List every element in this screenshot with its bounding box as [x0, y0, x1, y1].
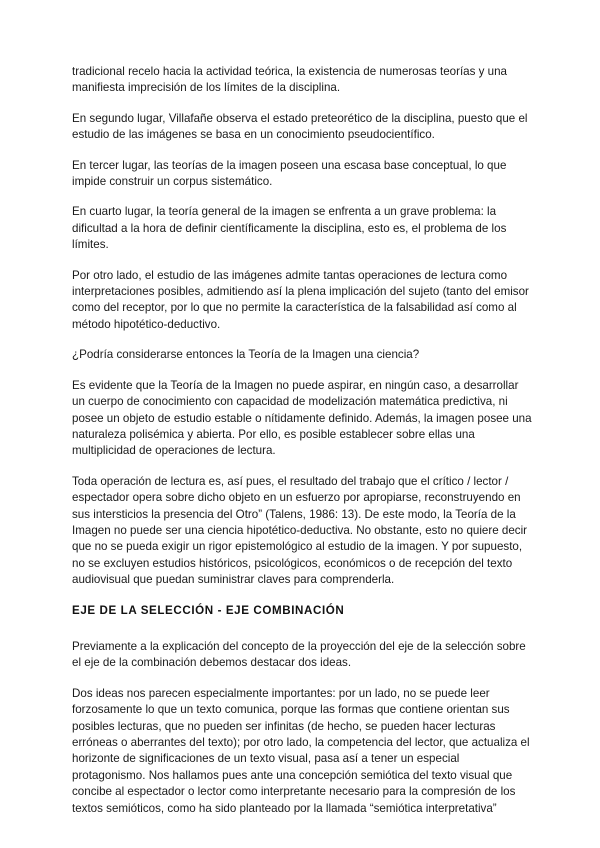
paragraph-question: ¿Podría considerarse entonces la Teoría de la Imagen una ciencia?	[72, 348, 420, 362]
paragraph-previamente: Previamente a la explicación del concepto de la proyección del eje de la selección sobre el eje de la combinación debemos destacar dos ideas.	[72, 639, 526, 670]
section-heading: EJE DE LA SELECCIÓN - EJE COMBINACIÓN	[72, 603, 345, 617]
document-page	[72, 64, 534, 831]
paragraph-operacion-lectura: Toda operación de lectura es, así pues, el resultado del trabajo que el crítico / lector / espectador opera sobre dicho objeto en un esfuerzo por apropiarse, reconstruyendo en sus intersticios la presencia del Otro” (Talens, 1986: 13). De este modo, la Teoría de la Imagen no puede ser una ciencia hipotético-deductiva. No obstante, esto no quiere decir que no se pueda exigir un rigor epistemológico al estudio de la imagen. Y por supuesto, no se excluyen estudios históricos, psicológicos, económicos o de recepción del texto audiovisual que puedan suministrar claves para comprenderla.	[72, 474, 528, 587]
paragraph-tercer-lugar: En tercer lugar, las teorías de la imagen poseen una escasa base conceptual, lo que impide construir un corpus sistemático.	[72, 158, 507, 189]
paragraph-operaciones-lectura: Por otro lado, el estudio de las imágenes admite tantas operaciones de lectura como interpretaciones posibles, admitiendo así la plena implicación del sujeto (tanto del emisor como del receptor, por lo que no permite la característica de la falsabilidad así como al método hipotético-deductivo.	[72, 268, 529, 331]
paragraph-dos-ideas: Dos ideas nos parecen especialmente importantes: por un lado, no se puede leer forzosamente lo que un texto comunica, porque las formas que contiene orientan sus posibles lecturas, que no pueden ser infinitas (de hecho, se pueden hacer lecturas erróneas o aberrantes del texto); por otro lado, la competencia del lector, que actualiza el horizonte de significaciones de un texto visual, pasa así a tener un especial protagonismo. Nos hallamos pues ante una concepción semiótica del texto visual que concibe al espectador o lector como interpretante necesario para la compresión de los textos semióticos, como ha sido planteado por la llamada “semiótica interpretativa”	[72, 686, 530, 815]
paragraph-teoria-imagen: Es evidente que la Teoría de la Imagen no puede aspirar, en ningún caso, a desarrollar un cuerpo de conocimiento con capacidad de modelización matemática predictiva, ni posee un objeto de estudio estable o nítidamente definido. Además, la imagen posee una naturaleza polisémica y abierta. Por ello, es posible establecer sobre ellas una multiplicidad de operaciones de lectura.	[72, 378, 532, 458]
paragraph-cuarto-lugar: En cuarto lugar, la teoría general de la imagen se enfrenta a un grave problema: la dificultad a la hora de definir científicamente la disciplina, esto es, el problema de los límites.	[72, 205, 507, 252]
paragraph-disciplina-limites: tradicional recelo hacia la actividad teórica, la existencia de numerosas teorías y una manifiesta imprecisión de los límites de la disciplina.	[72, 65, 508, 95]
paragraph-segundo-lugar: En segundo lugar, Villafañe observa el estado preteorético de la disciplina, puesto que el estudio de las imágenes se basa en un conocimiento pseudocientífico.	[72, 111, 528, 142]
